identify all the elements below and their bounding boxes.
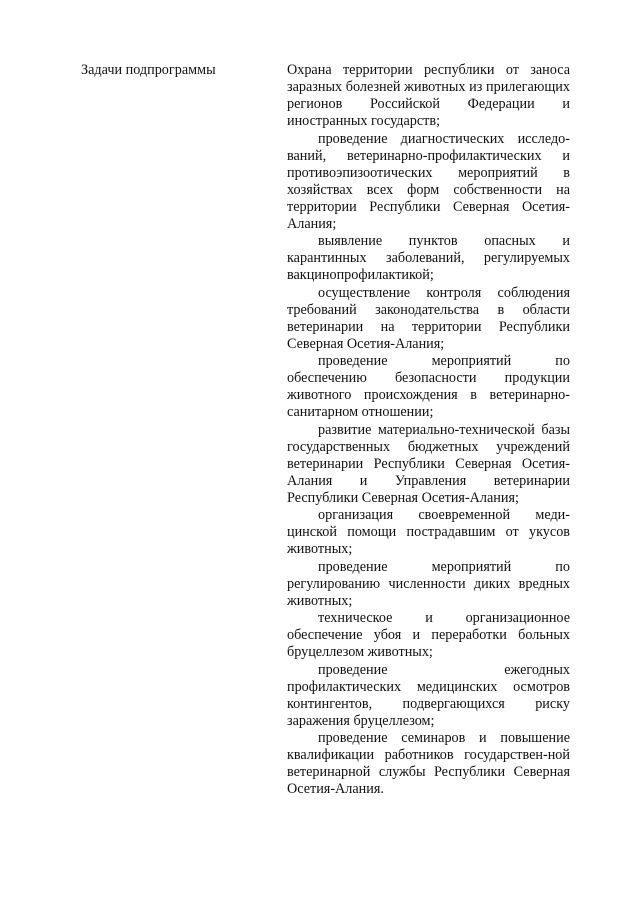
task-item: техническое и организационное обеспечение убоя и переработки больных бруцеллезом животных; bbox=[287, 610, 570, 660]
task-item: развитие материально-технической базы государственных бюджетных учреждений ветеринарии Республики Северная Осетия-Алания и Управления ветеринарии Республики Северная Осетия-Алания; bbox=[287, 421, 570, 506]
task-item: проведение мероприятий по регулированию численности диких вредных животных; bbox=[287, 558, 570, 609]
task-item: проведение семинаров и повышение квалификации работников государствен-ной ветеринарной службы Республики Северная Осетия-Алания. bbox=[287, 730, 570, 797]
task-item: проведение диагностических исследо-ваний, ветеринарно-профилактических и противоэпизоотических мероприятий в хозяйствах всех форм собственности на территории Республики Северная Осетия-Алания; bbox=[287, 130, 570, 232]
section-label: Задачи подпрограммы bbox=[81, 62, 216, 78]
task-item: проведение ежегодных профилактических медицинских осмотров контингентов, подвергающихся риску заражения бруцеллезом; bbox=[287, 661, 570, 729]
tasks-column bbox=[287, 62, 570, 799]
task-item: Охрана территории республики от заноса заразных болезней животных из прилегающих регионов Российской Федерации и иностранных государств; bbox=[287, 62, 570, 129]
task-item: выявление пунктов опасных и карантинных заболеваний, регулируемых вакцинопрофилактикой; bbox=[287, 233, 570, 283]
task-item: осуществление контроля соблюдения требований законодательства в области ветеринарии на территории Республики Северная Осетия-Алания; bbox=[287, 284, 570, 352]
task-item: организация своевременной меди-цинской помощи пострадавшим от укусов животных; bbox=[287, 507, 570, 557]
task-item: проведение мероприятий по обеспечению безопасности продукции животного происхождения в ветеринарно-санитарном отношении; bbox=[287, 353, 570, 420]
